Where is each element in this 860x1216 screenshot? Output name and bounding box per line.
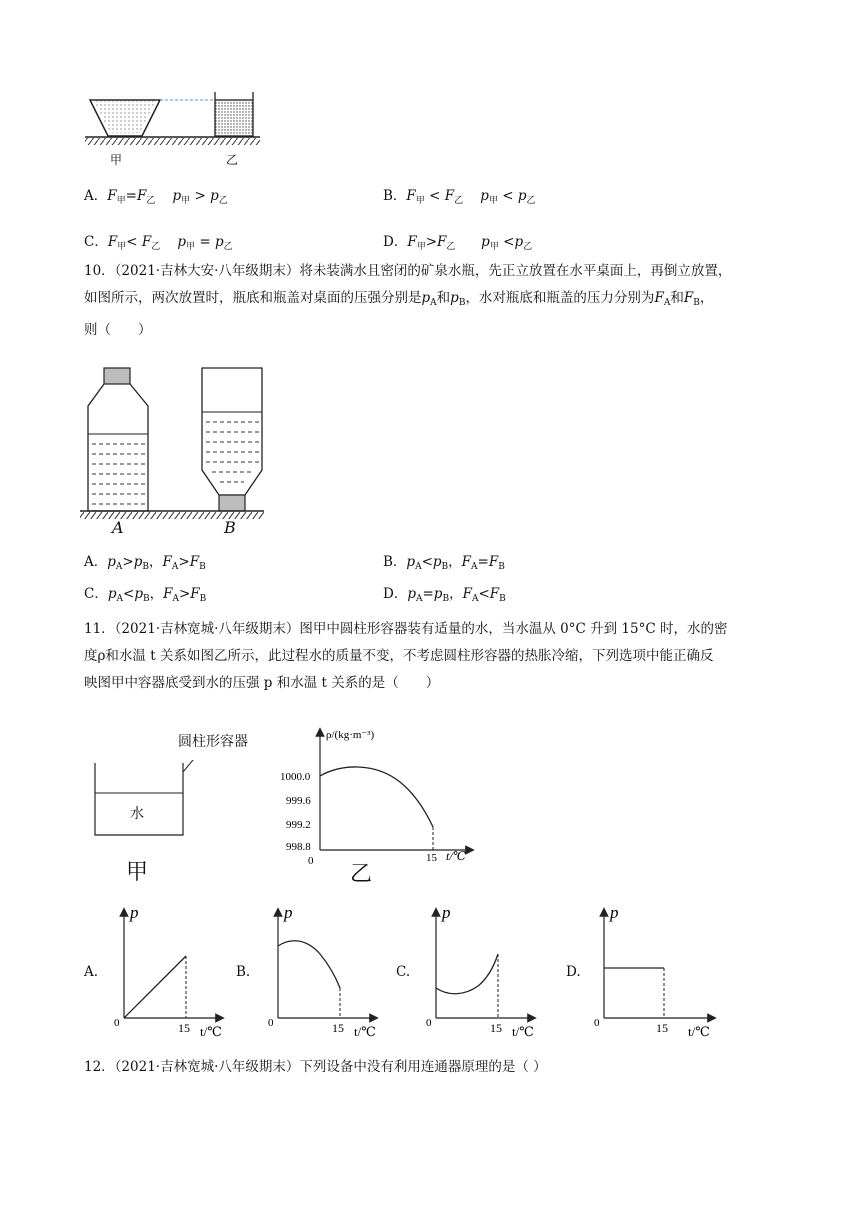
opt-b-xtick: 15	[332, 1021, 344, 1035]
density-ytick-1: 1000.0	[280, 771, 311, 783]
opt-d-origin: 0	[594, 1017, 600, 1029]
q12-stem: 12．（2021·吉林宽城·八年级期末）下列设备中没有利用连通器原理的是（ ）	[84, 1059, 547, 1075]
opt-d-xlabel: t/℃	[688, 1024, 710, 1039]
q9-option-a[interactable]: A．$F_甲=F_乙$ $p_甲 > p_乙$	[84, 188, 228, 206]
density-xlabel: t/℃	[446, 849, 467, 863]
q11-container-figure	[90, 760, 200, 840]
q11-fig-yi: 乙	[350, 862, 373, 887]
q9-option-d[interactable]: D．$F_甲>F_乙$ $p_甲 <p_乙$	[383, 234, 533, 252]
q10-label-a: A	[112, 518, 124, 537]
q11-stem-line3: 映图甲中容器底受到水的压强 p 和水温 t 关系的是（ ）	[84, 675, 440, 691]
q9-option-b[interactable]: B．$F_甲 < F_乙$ $p_甲 < p_乙$	[383, 188, 536, 206]
q10-stem-line1: 10．（2021·吉林大安·八年级期末）将未装满水且密闭的矿泉水瓶，先正立放置在水平桌面上，再倒立放置，	[84, 263, 732, 279]
density-origin: 0	[308, 855, 314, 867]
opt-b-ylabel: p	[284, 903, 293, 922]
q10-stem	[84, 258, 784, 344]
q11-stem-line1: 11．（2021·吉林宽城·八年级期末）图甲中圆柱形容器装有适量的水，当水温从 0°C 升到 15°C 时，水的密	[84, 621, 728, 637]
density-xtick: 15	[426, 852, 437, 864]
opt-b-origin: 0	[268, 1017, 274, 1029]
q10-option-a[interactable]: A．$p_A>p_B$，$F_A>F_B$	[84, 554, 206, 572]
q11-option-a-graph[interactable]	[108, 900, 226, 1040]
q11-option-c-graph[interactable]	[420, 900, 538, 1040]
q11-stem-line2: 度ρ和水温 t 关系如图乙所示，此过程水的质量不变，不考虑圆柱形容器的热胀冷缩，下列选项中能正确反	[84, 648, 714, 664]
q11-container-label: 圆柱形容器	[178, 734, 248, 750]
q10-option-c[interactable]: C．$p_A<p_B$，$F_A>F_B$	[84, 586, 207, 604]
opt-a-xlabel: t/℃	[200, 1024, 222, 1039]
opt-a-ylabel: p	[130, 903, 139, 922]
density-ytick-4: 998.8	[286, 841, 311, 853]
density-ytick-3: 999.2	[286, 819, 311, 831]
q10-stem-line3: 则（ ）	[84, 322, 152, 338]
opt-d-ylabel: p	[610, 903, 619, 922]
opt-a-xtick: 15	[178, 1021, 190, 1035]
q11-option-d-letter[interactable]: D.	[566, 964, 581, 980]
q10-option-d[interactable]: D．$p_A=p_B$，$F_A<F_B$	[383, 586, 506, 604]
opt-c-origin: 0	[426, 1017, 432, 1029]
q11-fig-jia: 甲	[126, 860, 149, 885]
q11-option-d-graph[interactable]	[588, 900, 718, 1040]
opt-a-origin: 0	[114, 1017, 120, 1029]
q9-label-yi: 乙	[226, 153, 239, 167]
q11-option-b-letter[interactable]: B.	[236, 964, 251, 980]
opt-c-xtick: 15	[490, 1021, 502, 1035]
q11-stem	[84, 616, 784, 697]
q10-figure	[78, 360, 278, 520]
q9-option-c[interactable]: C．$F_甲< F_乙$ $p_甲 = p_乙$	[84, 234, 233, 252]
density-ylabel: ρ/(kg·m⁻³)	[326, 729, 375, 741]
q11-density-chart	[270, 724, 480, 874]
q10-option-b[interactable]: B．$p_A<p_B$，$F_A=F_B$	[383, 554, 505, 572]
q10-label-b: B	[224, 518, 236, 537]
q9-label-jia: 甲	[110, 153, 123, 167]
q11-option-c-letter[interactable]: C.	[396, 964, 411, 980]
opt-b-xlabel: t/℃	[354, 1024, 376, 1039]
q10-stem-line2: 如图所示，两次放置时，瓶底和瓶盖对桌面的压强分别是$p_A$和$p_B$，水对瓶底和瓶盖的压力分别为$F_A$和$F_B$，	[84, 290, 714, 308]
opt-c-xlabel: t/℃	[512, 1024, 534, 1039]
q9-figure	[80, 84, 270, 174]
opt-d-xtick: 15	[656, 1021, 668, 1035]
density-ytick-2: 999.6	[286, 795, 311, 807]
q11-option-a-letter[interactable]: A.	[84, 964, 99, 980]
opt-c-ylabel: p	[442, 903, 451, 922]
q11-water-label: 水	[130, 806, 144, 822]
q11-option-b-graph[interactable]	[262, 900, 380, 1040]
